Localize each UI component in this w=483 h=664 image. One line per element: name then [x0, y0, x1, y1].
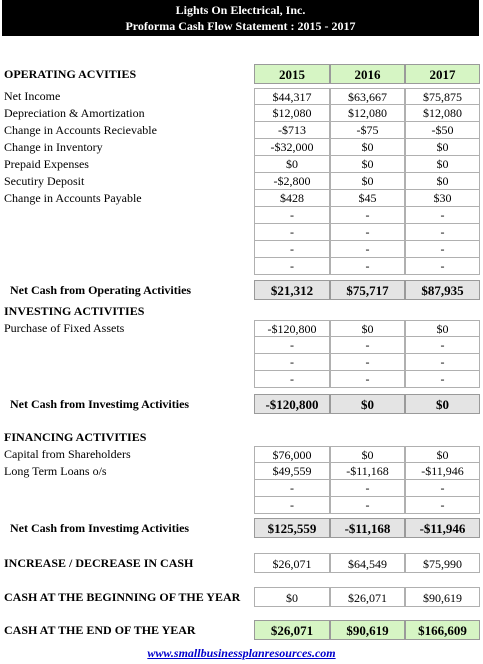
year-header-2016: 2016	[330, 64, 405, 84]
cash-beginning-2016: $26,071	[330, 587, 405, 607]
value-2015: $0	[254, 156, 330, 173]
statement-title: Proforma Cash Flow Statement : 2015 - 2017	[125, 19, 356, 33]
table-row	[0, 88, 483, 105]
value-2017: -$50	[405, 122, 480, 139]
value-2016: -	[330, 337, 405, 354]
year-header-2015: 2015	[254, 64, 330, 84]
value-2016: $12,080	[330, 105, 405, 122]
row-label: Purchase of Fixed Assets	[4, 321, 125, 335]
value-2015: -	[254, 354, 330, 371]
year-header-2017: 2017	[405, 64, 480, 84]
value-2015: $12,080	[254, 105, 330, 122]
value-2016: $0	[330, 139, 405, 156]
value-2017: $12,080	[405, 105, 480, 122]
cash-change-row	[0, 553, 483, 573]
table-row	[0, 139, 483, 156]
value-2016: $0	[330, 156, 405, 173]
value-2015: -	[254, 207, 330, 224]
cash-beginning-2017: $90,619	[405, 587, 480, 607]
table-row	[0, 337, 483, 354]
value-2015: $76,000	[254, 446, 330, 463]
investing-total-label: Net Cash from Investimg Activities	[10, 397, 190, 411]
value-2016: -	[330, 241, 405, 258]
operating-total-2015: $21,312	[254, 280, 330, 300]
value-2017: -	[405, 258, 480, 275]
footer	[0, 646, 483, 661]
table-row	[0, 173, 483, 190]
financing-total-2015: $125,559	[254, 518, 330, 538]
value-2017: $75,875	[405, 88, 480, 105]
table-row	[0, 320, 483, 337]
value-2015: -	[254, 224, 330, 241]
value-2015: -$32,000	[254, 139, 330, 156]
operating-total-label: Net Cash from Operating Activities	[10, 283, 192, 297]
investing-total-2015: -$120,800	[254, 394, 330, 414]
value-2016: -$11,168	[330, 463, 405, 480]
value-2017: -	[405, 371, 480, 388]
table-row	[0, 241, 483, 258]
financing-total-2017: -$11,946	[405, 518, 480, 538]
value-2016: $45	[330, 190, 405, 207]
value-2015: -	[254, 371, 330, 388]
investing-heading-row	[0, 303, 483, 320]
value-2016: $63,667	[330, 88, 405, 105]
value-2015: -$713	[254, 122, 330, 139]
table-row	[0, 497, 483, 514]
row-label: Prepaid Expenses	[4, 157, 89, 171]
statement-header	[2, 0, 479, 36]
row-label: Change in Inventory	[4, 140, 103, 154]
table-row	[0, 371, 483, 388]
value-2017: -$11,946	[405, 463, 480, 480]
financing-heading-row	[0, 429, 483, 446]
value-2017: -	[405, 207, 480, 224]
value-2015: $49,559	[254, 463, 330, 480]
value-2017: $30	[405, 190, 480, 207]
website-link[interactable]: www.smallbusinessplanresources.com	[147, 646, 336, 660]
row-label: Capital from Shareholders	[4, 447, 131, 461]
row-label: Change in Accounts Recievable	[4, 123, 157, 137]
financing-heading: FINANCING ACTIVITIES	[4, 430, 147, 444]
investing-heading: INVESTING ACTIVITIES	[4, 304, 145, 318]
operating-total-row	[0, 280, 483, 300]
investing-total-2017: $0	[405, 394, 480, 414]
row-label: Long Term Loans o/s	[4, 464, 107, 478]
value-2015: -$120,800	[254, 320, 330, 337]
value-2017: -	[405, 497, 480, 514]
table-row	[0, 354, 483, 371]
table-row	[0, 463, 483, 480]
cash-beginning-label: CASH AT THE BEGINNING OF THE YEAR	[4, 590, 241, 604]
row-label: Depreciation & Amortization	[4, 106, 145, 120]
value-2016: $0	[330, 173, 405, 190]
row-label: Secutiry Deposit	[4, 174, 85, 188]
row-label: Net Income	[4, 89, 61, 103]
value-2016: $0	[330, 320, 405, 337]
investing-total-row	[0, 394, 483, 414]
value-2015: -	[254, 480, 330, 497]
value-2016: -	[330, 258, 405, 275]
value-2015: $44,317	[254, 88, 330, 105]
value-2015: -	[254, 337, 330, 354]
table-row	[0, 480, 483, 497]
operating-total-2016: $75,717	[330, 280, 405, 300]
financing-total-label: Net Cash from Investimg Activities	[10, 521, 190, 535]
value-2017: -	[405, 224, 480, 241]
value-2016: -	[330, 207, 405, 224]
value-2016: -$75	[330, 122, 405, 139]
cash-end-label: CASH AT THE END OF THE YEAR	[4, 623, 196, 637]
value-2016: $0	[330, 446, 405, 463]
cash-beginning-2015: $0	[254, 587, 330, 607]
cash-change-2017: $75,990	[405, 553, 480, 573]
table-row	[0, 190, 483, 207]
cash-end-row	[0, 620, 483, 640]
cash-change-label: INCREASE / DECREASE IN CASH	[4, 556, 194, 570]
row-label: Change in Accounts Payable	[4, 191, 142, 205]
table-row	[0, 258, 483, 275]
value-2015: -$2,800	[254, 173, 330, 190]
operating-heading: OPERATING ACVITIES	[4, 67, 137, 81]
value-2017: -	[405, 241, 480, 258]
table-row	[0, 156, 483, 173]
value-2016: -	[330, 497, 405, 514]
value-2017: -	[405, 337, 480, 354]
value-2015: -	[254, 241, 330, 258]
cash-change-2015: $26,071	[254, 553, 330, 573]
value-2015: $428	[254, 190, 330, 207]
table-row	[0, 105, 483, 122]
value-2017: -	[405, 354, 480, 371]
value-2017: $0	[405, 173, 480, 190]
financing-total-row	[0, 518, 483, 538]
company-name: Lights On Electrical, Inc.	[175, 3, 306, 17]
cash-end-2016: $90,619	[330, 620, 405, 640]
value-2017: $0	[405, 320, 480, 337]
table-row	[0, 122, 483, 139]
value-2016: -	[330, 224, 405, 241]
operating-total-2017: $87,935	[405, 280, 480, 300]
value-2015: -	[254, 497, 330, 514]
table-row	[0, 207, 483, 224]
financing-total-2016: -$11,168	[330, 518, 405, 538]
table-row	[0, 224, 483, 241]
value-2015: -	[254, 258, 330, 275]
table-row	[0, 446, 483, 463]
investing-total-2016: $0	[330, 394, 405, 414]
cash-end-2017: $166,609	[405, 620, 480, 640]
cash-beginning-row	[0, 587, 483, 607]
value-2017: $0	[405, 139, 480, 156]
cash-change-2016: $64,549	[330, 553, 405, 573]
value-2016: -	[330, 480, 405, 497]
operating-header-row	[0, 64, 483, 84]
value-2017: -	[405, 480, 480, 497]
value-2016: -	[330, 371, 405, 388]
value-2017: $0	[405, 446, 480, 463]
value-2017: $0	[405, 156, 480, 173]
cash-end-2015: $26,071	[254, 620, 330, 640]
value-2016: -	[330, 354, 405, 371]
